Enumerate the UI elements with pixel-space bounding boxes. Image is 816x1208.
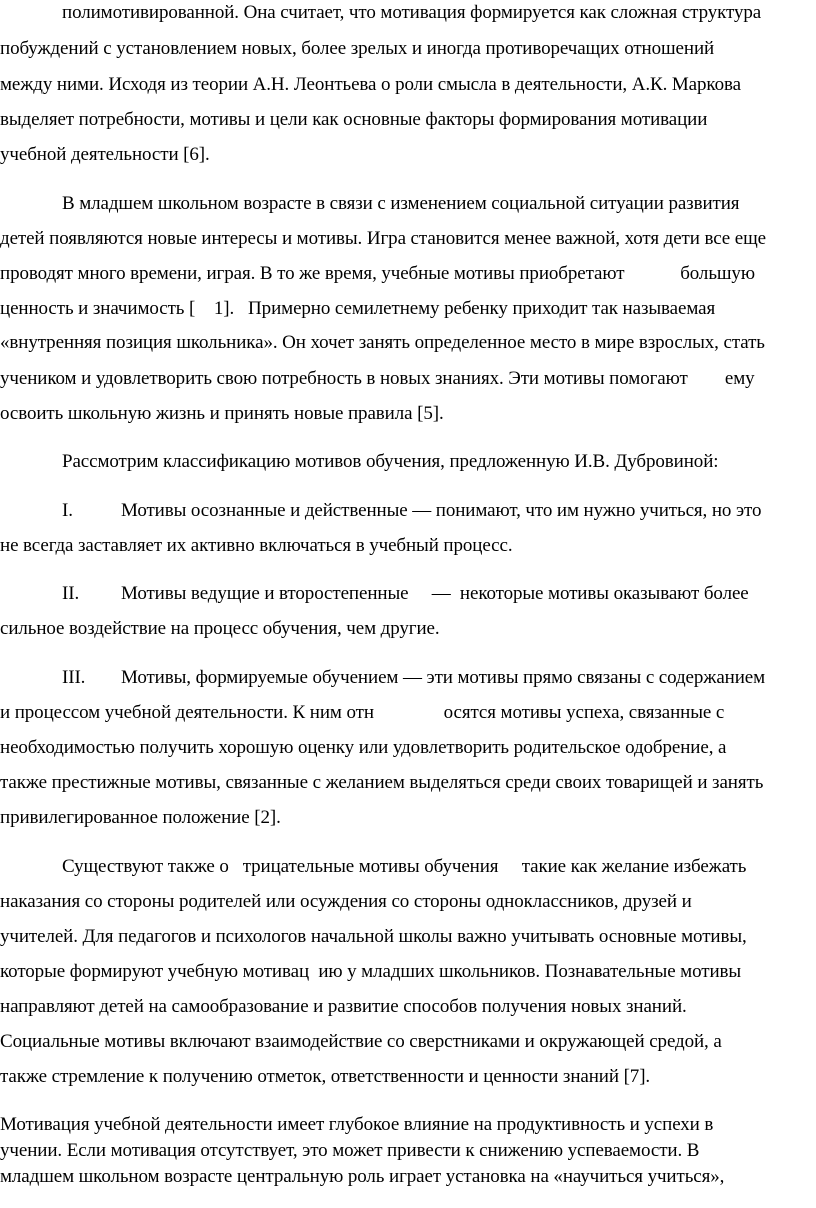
paragraph-line: Мотивы ведущие и второстепенные — некоторые мотивы оказывают более bbox=[121, 583, 749, 604]
list-marker: II. bbox=[62, 583, 80, 604]
paragraph-line: полимотивированной. Она считает, что мотивация формируется как сложная структура bbox=[62, 2, 762, 23]
paragraph-line: Социальные мотивы включают взаимодействие со сверстниками и окружающей средой, а bbox=[0, 1031, 722, 1052]
paragraph-line: младшем школьном возрасте центральную роль играет установка на «научиться учиться», bbox=[0, 1166, 725, 1187]
paragraph-line: проводят много времени, играя. В то же время, учебные мотивы приобретают большую bbox=[0, 263, 755, 284]
paragraph-line: освоить школьную жизнь и принять новые правила [5]. bbox=[0, 403, 444, 424]
paragraph-line: ценность и значимость [ 1]. Примерно семилетнему ребенку приходит так называемая bbox=[0, 298, 716, 319]
paragraph-line: учебной деятельности [6]. bbox=[0, 144, 210, 165]
paragraph-line: направляют детей на самообразование и развитие способов получения новых знаний. bbox=[0, 996, 687, 1017]
paragraph-line: учении. Если мотивация отсутствует, это может привести к снижению успеваемости. В bbox=[0, 1140, 700, 1161]
paragraph-line: не всегда заставляет их активно включаться в учебный процесс. bbox=[0, 535, 513, 556]
paragraph-line: Мотивы, формируемые обучением — эти мотивы прямо связаны с содержанием bbox=[121, 667, 766, 688]
paragraph-line: Мотивы осознанные и действенные — понимают, что им нужно учиться, но это bbox=[121, 500, 762, 521]
paragraph-line: учеником и удовлетворить свою потребность в новых знаниях. Эти мотивы помогают ему bbox=[0, 368, 755, 389]
paragraph-line: побуждений с установлением новых, более зрелых и иногда противоречащих отношений bbox=[0, 38, 715, 59]
paragraph-line: также стремление к получению отметок, ответственности и ценности знаний [7]. bbox=[0, 1066, 651, 1087]
paragraph-line: сильное воздействие на процесс обучения, чем другие. bbox=[0, 618, 440, 639]
paragraph-line: необходимостью получить хорошую оценку или удовлетворить родительское одобрение, а bbox=[0, 737, 727, 758]
list-marker: I. bbox=[62, 500, 73, 521]
paragraph-line: которые формируют учебную мотивац ию у младших школьников. Познавательные мотивы bbox=[0, 961, 742, 982]
paragraph-line: учителей. Для педагогов и психологов начальной школы важно учитывать основные мотивы, bbox=[0, 926, 747, 947]
list-marker: III. bbox=[62, 667, 86, 688]
paragraph-line: Мотивация учебной деятельности имеет глубокое влияние на продуктивность и успехи в bbox=[0, 1114, 714, 1135]
paragraph-line: между ними. Исходя из теории А.Н. Леонтьева о роли смысла в деятельности, А.К. Маркова bbox=[0, 74, 741, 95]
paragraph-line: наказания со стороны родителей или осуждения со стороны одноклассников, друзей и bbox=[0, 891, 692, 912]
paragraph-line: также престижные мотивы, связанные с желанием выделяться среди своих товарищей и занять bbox=[0, 772, 764, 793]
paragraph-line: и процессом учебной деятельности. К ним отн осятся мотивы успеха, связанные с bbox=[0, 702, 725, 723]
paragraph-line: Существуют также о трицательные мотивы обучения такие как желание избежать bbox=[62, 856, 747, 877]
paragraph-line: выделяет потребности, мотивы и цели как основные факторы формирования мотивации bbox=[0, 109, 708, 130]
paragraph-line: «внутренняя позиция школьника». Он хочет занять определенное место в мире взрослых, стать bbox=[0, 332, 765, 353]
paragraph-line: Рассмотрим классификацию мотивов обучения, предложенную И.В. Дубровиной: bbox=[62, 451, 719, 472]
paragraph-line: В младшем школьном возрасте в связи с изменением социальной ситуации развития bbox=[62, 193, 740, 214]
paragraph-line: привилегированное положение [2]. bbox=[0, 807, 281, 828]
paragraph-line: детей появляются новые интересы и мотивы. Игра становится менее важной, хотя дети все еще bbox=[0, 228, 766, 249]
